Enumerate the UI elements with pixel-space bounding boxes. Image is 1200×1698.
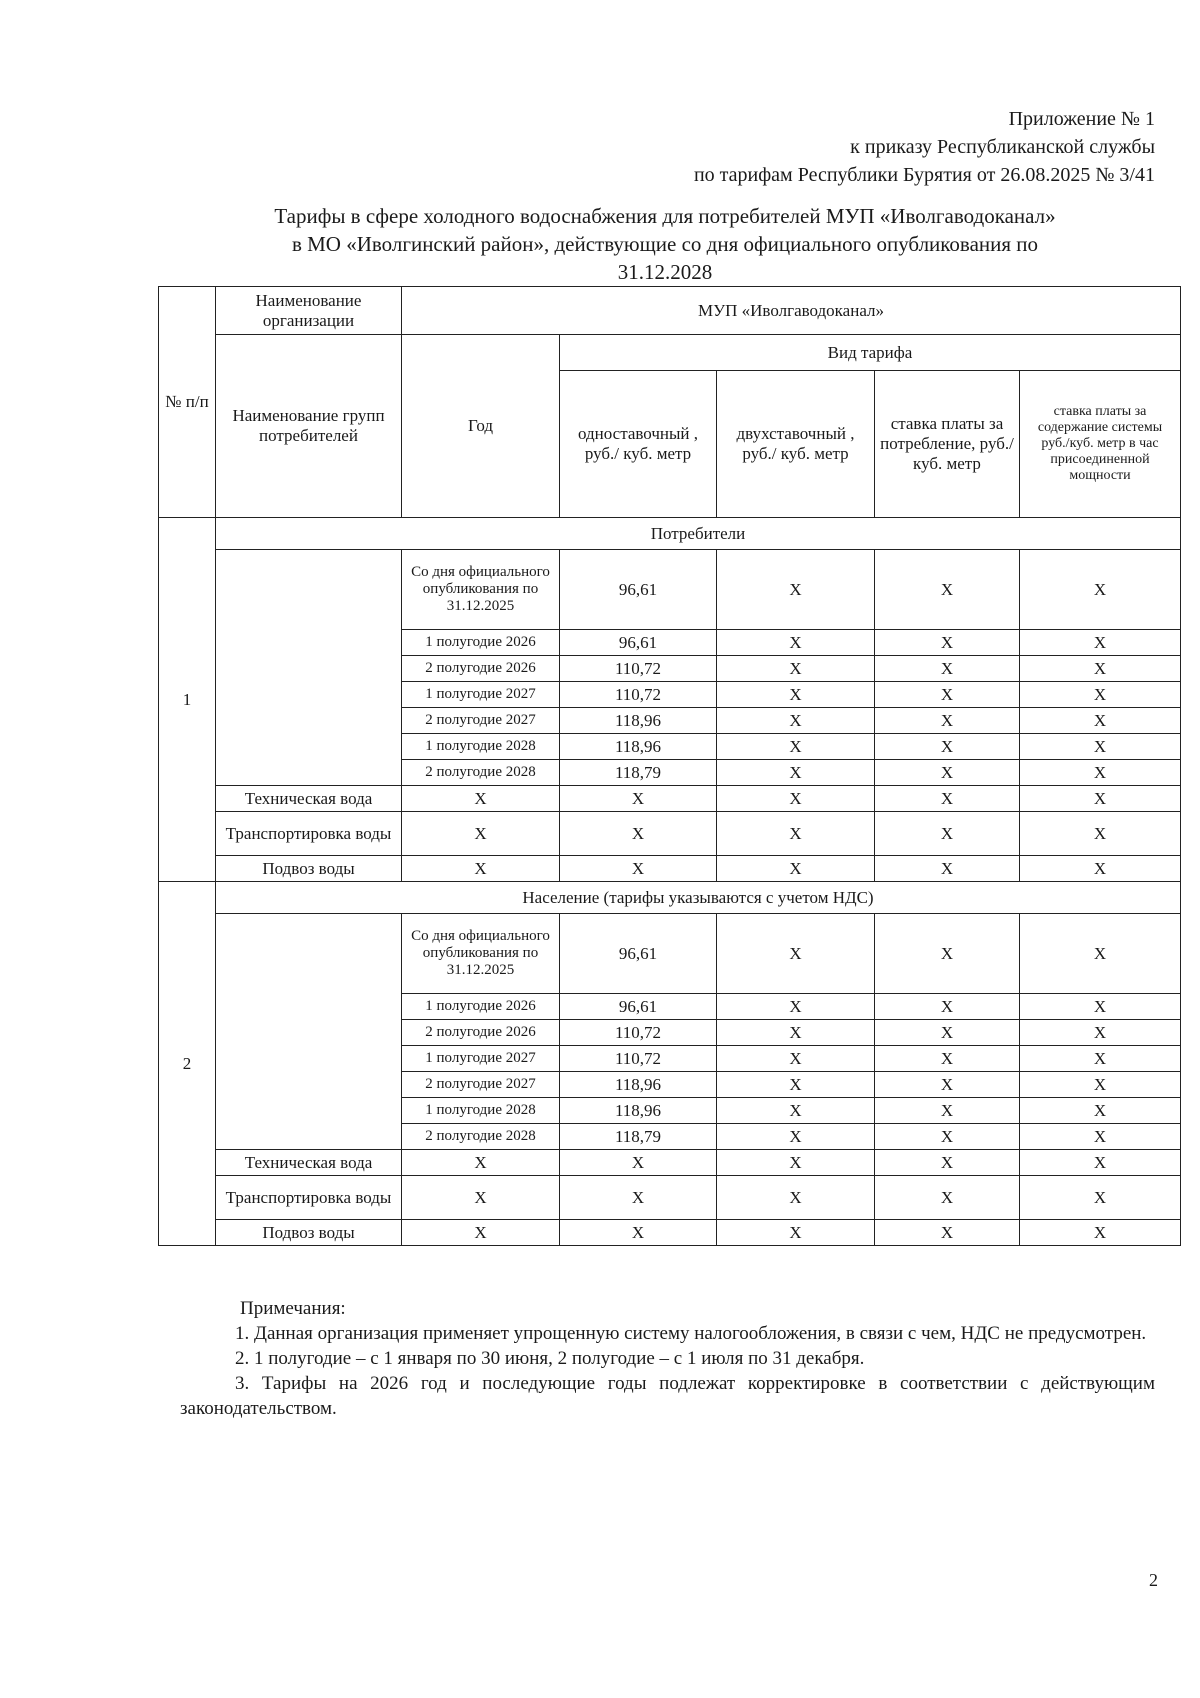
header-col-double: двухставочный , руб./ куб. метр [717,371,875,518]
cell-period: 1 полугодие 2027 [402,682,560,708]
cell-period: Со дня официального опубликования по 31.12.2025 [402,914,560,994]
note-item: 2. 1 полугодие – с 1 января по 30 июня, 2 полугодие – с 1 июля по 31 декабря. [235,1348,865,1369]
cell-double: X [717,734,875,760]
cell-capacity: X [1020,1150,1181,1176]
cell-consumption: X [875,682,1020,708]
cell-year: X [402,1150,560,1176]
cell-consumption: X [875,994,1020,1020]
cell-capacity: X [1020,914,1181,994]
cell-consumption: X [875,1124,1020,1150]
cell-consumption: X [875,812,1020,856]
tariffs-table [158,286,1181,1246]
cell-single: 118,79 [560,1124,717,1150]
cell-single: 118,96 [560,708,717,734]
title-line-2: в МО «Иволгинский район», действующие со дня официального опубликования по [291,232,1039,256]
cell-period: 2 полугодие 2026 [402,656,560,682]
cell-single: X [560,786,717,812]
cell-single: X [560,812,717,856]
cell-capacity: X [1020,656,1181,682]
header-col-consumption: ставка платы за потребление, руб./ куб. метр [875,371,1020,518]
cell-capacity: X [1020,856,1181,882]
cell-consumption: X [875,1072,1020,1098]
cell-capacity: X [1020,1220,1181,1246]
table-row [159,1150,1181,1176]
cell-consumption: X [875,856,1020,882]
cell-consumption: X [875,656,1020,682]
cell-consumption: X [875,1176,1020,1220]
cell-group: Подвоз воды [216,856,402,882]
cell-capacity: X [1020,1098,1181,1124]
section-title-row [159,518,1181,550]
note-item: 1. Данная организация применяет упрощенную систему налогообложения, в связи с чем, НДС не предусмотрен. [235,1323,1147,1344]
table-row [159,914,1181,994]
cell-double: X [717,682,875,708]
cell-single: 118,96 [560,1098,717,1124]
cell-double: X [717,786,875,812]
appendix-line-2: к приказу Республиканской службы [850,136,1155,158]
tariffs-table-body [159,287,1181,1246]
cell-consumption: X [875,734,1020,760]
cell-capacity: X [1020,734,1181,760]
cell-single: 110,72 [560,1020,717,1046]
table-row [159,856,1181,882]
cell-period: 1 полугодие 2026 [402,994,560,1020]
cell-capacity: X [1020,708,1181,734]
cell-capacity: X [1020,1072,1181,1098]
appendix-line-1: Приложение № 1 [1008,108,1155,130]
cell-single: 118,96 [560,734,717,760]
cell-single: 110,72 [560,682,717,708]
cell-period: 1 полугодие 2027 [402,1046,560,1072]
cell-year: X [402,1220,560,1246]
cell-group: Подвоз воды [216,1220,402,1246]
header-group-label: Наименование групп потребителей [216,335,402,518]
cell-period: 2 полугодие 2028 [402,760,560,786]
cell-period: 1 полугодие 2028 [402,734,560,760]
cell-capacity: X [1020,1176,1181,1220]
cell-double: X [717,708,875,734]
cell-capacity: X [1020,682,1181,708]
cell-single: 110,72 [560,1046,717,1072]
cell-double: X [717,914,875,994]
cell-double: X [717,1098,875,1124]
cell-period: 1 полугодие 2026 [402,630,560,656]
section-title: Население (тарифы указываются с учетом НДС) [216,882,1181,914]
cell-single: 96,61 [560,914,717,994]
cell-consumption: X [875,630,1020,656]
title-line-3: 31.12.2028 [617,260,713,284]
cell-period: 2 полугодие 2028 [402,1124,560,1150]
group-cell-empty [216,550,402,786]
section-title-row [159,882,1181,914]
appendix-line-3: по тарифам Республики Бурятия от 26.08.2025 № 3/41 [693,164,1155,186]
cell-double: X [717,1220,875,1246]
cell-capacity: X [1020,1020,1181,1046]
cell-period: 2 полугодие 2026 [402,1020,560,1046]
notes-heading: Примечания: [240,1298,346,1319]
cell-group: Техническая вода [216,1150,402,1176]
cell-double: X [717,550,875,630]
cell-consumption: X [875,550,1020,630]
cell-single: X [560,1176,717,1220]
header-tariff-type: Вид тарифа [560,335,1181,371]
section-number: 2 [159,882,216,1246]
cell-year: X [402,856,560,882]
cell-double: X [717,812,875,856]
cell-single: 96,61 [560,550,717,630]
cell-year: X [402,1176,560,1220]
cell-period: Со дня официального опубликования по 31.12.2025 [402,550,560,630]
cell-consumption: X [875,1220,1020,1246]
notes-block [180,1296,1155,1421]
cell-capacity: X [1020,550,1181,630]
header-col-capacity: ставка платы за содержание системы руб./куб. метр в час присоединенной мощности [1020,371,1181,518]
cell-double: X [717,1046,875,1072]
cell-single: X [560,1220,717,1246]
section-title: Потребители [216,518,1181,550]
cell-period: 2 полугодие 2027 [402,1072,560,1098]
cell-capacity: X [1020,760,1181,786]
cell-consumption: X [875,1020,1020,1046]
cell-group: Техническая вода [216,786,402,812]
header-num: № п/п [159,287,216,518]
cell-capacity: X [1020,630,1181,656]
note-item: 3. Тарифы на 2026 год и последующие годы подлежат корректировке в соответствии с действующим законодательством. [180,1373,1155,1419]
cell-double: X [717,1072,875,1098]
cell-consumption: X [875,1046,1020,1072]
appendix-block [694,105,1155,189]
cell-double: X [717,1124,875,1150]
cell-capacity: X [1020,786,1181,812]
cell-double: X [717,760,875,786]
header-year: Год [402,335,560,518]
cell-single: 96,61 [560,994,717,1020]
cell-year: X [402,786,560,812]
header-col-single: одноставочный , руб./ куб. метр [560,371,717,518]
cell-double: X [717,630,875,656]
cell-group: Транспортировка воды [216,812,402,856]
cell-single: 96,61 [560,630,717,656]
cell-capacity: X [1020,1046,1181,1072]
cell-capacity: X [1020,812,1181,856]
cell-double: X [717,1020,875,1046]
page-number: 2 [1149,1570,1158,1590]
cell-capacity: X [1020,994,1181,1020]
cell-single: X [560,1150,717,1176]
cell-single: 118,96 [560,1072,717,1098]
document-title [150,202,1180,286]
cell-double: X [717,656,875,682]
cell-double: X [717,1176,875,1220]
table-row [159,1176,1181,1220]
cell-year: X [402,812,560,856]
cell-capacity: X [1020,1124,1181,1150]
cell-group: Транспортировка воды [216,1176,402,1220]
cell-period: 1 полугодие 2028 [402,1098,560,1124]
cell-double: X [717,994,875,1020]
cell-period: 2 полугодие 2027 [402,708,560,734]
cell-consumption: X [875,760,1020,786]
table-row [159,550,1181,630]
cell-consumption: X [875,914,1020,994]
cell-consumption: X [875,786,1020,812]
cell-consumption: X [875,1150,1020,1176]
group-cell-empty [216,914,402,1150]
table-row [159,812,1181,856]
cell-consumption: X [875,1098,1020,1124]
section-number: 1 [159,518,216,882]
cell-double: X [717,856,875,882]
cell-single: X [560,856,717,882]
cell-double: X [717,1150,875,1176]
cell-consumption: X [875,708,1020,734]
title-line-1: Тарифы в сфере холодного водоснабжения для потребителей МУП «Иволгаводоканал» [274,204,1056,228]
cell-single: 110,72 [560,656,717,682]
header-org-name: МУП «Иволгаводоканал» [402,287,1181,335]
cell-single: 118,79 [560,760,717,786]
table-row [159,1220,1181,1246]
table-row [159,786,1181,812]
header-org-label: Наименование организации [216,287,402,335]
